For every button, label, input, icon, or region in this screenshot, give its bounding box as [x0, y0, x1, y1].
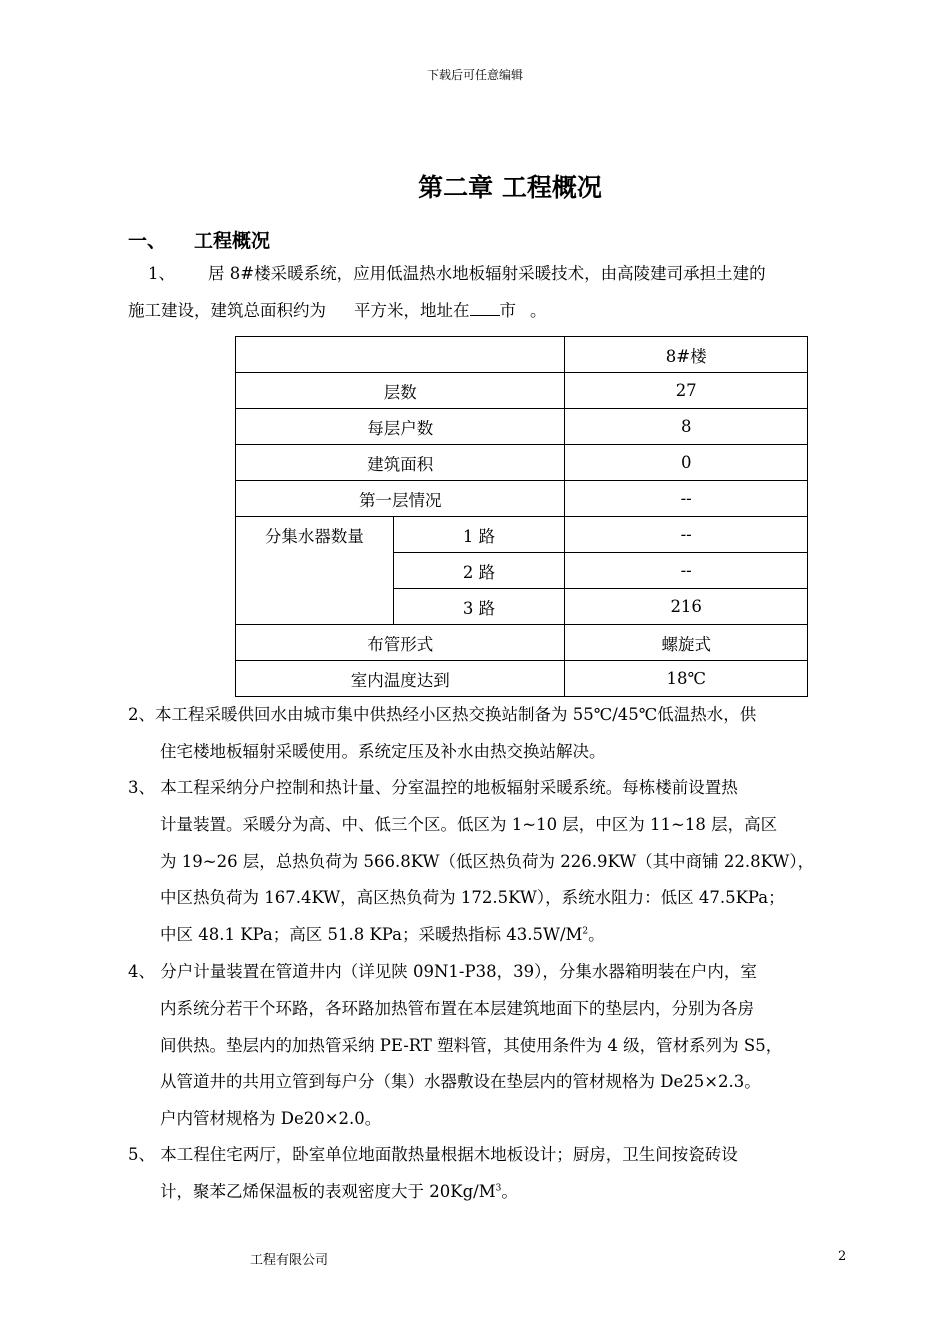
item-5-line-2-end: 。 — [501, 1182, 518, 1201]
row-value: 0 — [565, 445, 808, 481]
table-header-building: 8#楼 — [565, 337, 808, 373]
item-2-line-1: 2、本工程采暖供回水由城市集中供热经小区热交换站制备为 55℃/45℃低温热水，供 — [128, 705, 757, 724]
address-blank — [470, 301, 500, 316]
section-title: 工程概况 — [194, 230, 271, 252]
table-row — [236, 373, 808, 409]
table-row — [236, 517, 808, 553]
item-5 — [128, 1137, 850, 1217]
item-3-line-5-end: 。 — [588, 925, 605, 944]
row-label: 第一层情况 — [236, 481, 565, 517]
table-row — [236, 481, 808, 517]
page-number: 2 — [838, 1249, 847, 1264]
item-3-line-4: 中区热负荷为 167.4KW，高区热负荷为 172.5KW），系统水阻力：低区 47.5KPa； — [160, 888, 785, 907]
item-1-line-1: 居 8#楼采暖系统，应用低温热水地板辐射采暖技术，由高陵建司承担土建的 — [208, 264, 766, 283]
table-header-blank — [236, 337, 565, 373]
indoor-temp-label: 室内温度达到 — [236, 661, 565, 697]
item-1-line-2b: 平方米，地址在 — [354, 301, 470, 320]
item-4-line-3: 间供热。垫层内的加热管采纳 PE-RT 塑料管，其使用条件为 4 级，管材系列为 S5， — [160, 1036, 783, 1055]
pipe-layout-value: 螺旋式 — [565, 625, 808, 661]
item-1-line-2 — [128, 293, 547, 330]
item-1-line-2a: 施工建设，建筑总面积约为 — [128, 301, 326, 320]
item-3-line-5 — [160, 917, 605, 954]
header-note: 下载后可任意编辑 — [426, 68, 523, 82]
item-2-line-2: 住宅楼地板辐射采暖使用。系统定压及补水由热交换站解决。 — [160, 742, 606, 761]
item-5-line-1: 5、 本工程住宅两厅，卧室单位地面散热量根据木地板设计；厨房，卫生间按瓷砖设 — [128, 1145, 738, 1164]
building-info-table — [235, 336, 808, 697]
item-1-line-2c: 市 — [499, 301, 516, 320]
item-5-line-2 — [160, 1174, 518, 1211]
indoor-temp-value: 18℃ — [565, 661, 808, 697]
item-1-number: 1、 — [148, 264, 175, 283]
item-3-line-2: 计量装置。采暖分为高、中、低三个区。低区为 1~10 层，中区为 11~18 层，高区 — [160, 815, 778, 834]
item-5-superscript: 3 — [495, 1183, 502, 1194]
pipe-layout-label: 布管形式 — [236, 625, 565, 661]
item-3-line-1: 3、 本工程采纳分户控制和热计量、分室温控的地板辐射采暖系统。每栋楼前设置热 — [128, 778, 738, 797]
table-row — [236, 661, 808, 697]
footer-company: 工程有限公司 — [250, 1253, 329, 1268]
item-1 — [128, 256, 850, 336]
item-4-line-2: 内系统分若干个环路，各环路加热管布置在本层建筑地面下的垫层内，分别为各房 — [160, 999, 754, 1018]
manifold-route-label: 2 路 — [393, 553, 565, 589]
chapter-title: 第二章 工程概况 — [418, 173, 602, 202]
manifold-label: 分集水器数量 — [236, 517, 394, 625]
row-value: 8 — [565, 409, 808, 445]
manifold-route-label: 3 路 — [393, 589, 565, 625]
manifold-route-value: -- — [565, 553, 808, 589]
row-label: 层数 — [236, 373, 565, 409]
item-1-line-2d: 。 — [530, 301, 547, 320]
manifold-route-label: 1 路 — [393, 517, 565, 553]
table-header-row — [236, 337, 808, 373]
item-3 — [128, 770, 850, 960]
row-value: 27 — [565, 373, 808, 409]
table-row — [236, 625, 808, 661]
manifold-route-value: 216 — [565, 589, 808, 625]
table-row — [236, 409, 808, 445]
item-2 — [128, 697, 850, 777]
item-5-line-2-text: 计，聚苯乙烯保温板的表观密度大于 20Kg/M — [160, 1182, 496, 1201]
row-label: 每层户数 — [236, 409, 565, 445]
table-row — [236, 445, 808, 481]
manifold-route-value: -- — [565, 517, 808, 553]
row-value: -- — [565, 481, 808, 517]
section-number: 一、 — [128, 230, 167, 252]
item-4 — [128, 954, 850, 1144]
item-3-line-5-text: 中区 48.1 KPa；高区 51.8 KPa；采暖热指标 43.5W/M — [160, 925, 583, 944]
row-label: 建筑面积 — [236, 445, 565, 481]
item-3-line-3: 为 19~26 层，总热负荷为 566.8KW（低区热负荷为 226.9KW（其中商铺 22.8KW）， — [160, 852, 815, 871]
item-4-line-5: 户内管材规格为 De20×2.0。 — [160, 1109, 382, 1128]
item-4-line-4: 从管道井的共用立管到每户分（集）水器敷设在垫层内的管材规格为 De25×2.3。 — [160, 1072, 761, 1091]
item-4-line-1: 4、 分户计量装置在管道井内（详见陕 09N1-P38，39），分集水器箱明装在户内，室 — [128, 962, 757, 981]
item-3-superscript: 2 — [582, 926, 589, 937]
